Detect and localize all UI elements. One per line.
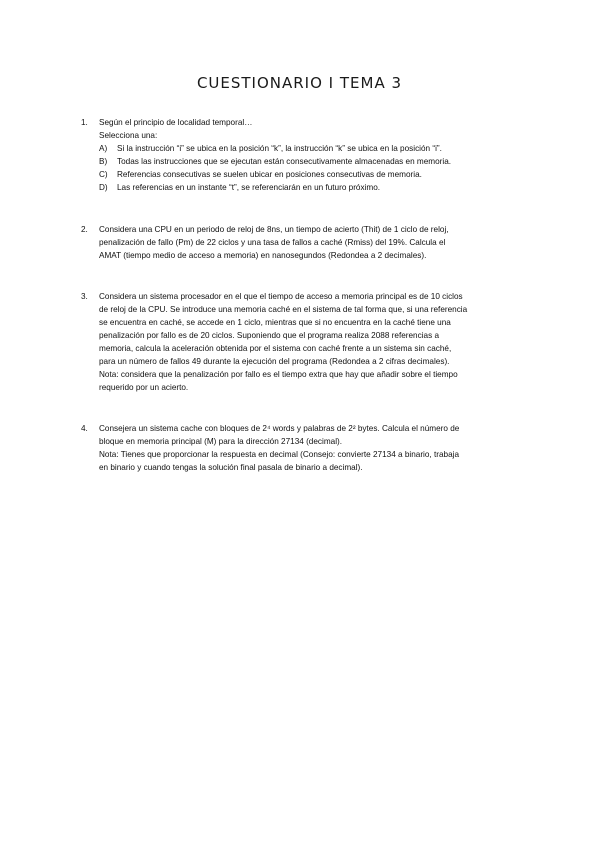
option-text: Si la instrucción “i” se ubica en la posición “k”, la instrucción “k” se ubica en la posición “i”.: [117, 144, 442, 153]
question-number: 3.: [81, 292, 88, 301]
question-number: 4.: [81, 424, 88, 433]
option-letter: B): [99, 157, 108, 166]
question-line: Considera una CPU en un periodo de reloj de 8ns, un tiempo de acierto (Thit) de 1 ciclo de reloj,: [99, 225, 449, 234]
question-note: Nota: considera que la penalización por fallo es el tiempo extra que hay que añadir sobre el tiempo: [99, 370, 458, 379]
question-line: AMAT (tiempo medio de acceso a memoria) en nanosegundos (Redondea a 2 decimales).: [99, 251, 427, 260]
question-line: memoria, calcula la aceleración obtenida por el sistema con caché frente a un sistema sin caché,: [99, 344, 452, 353]
question-line: penalización por fallo es de 20 ciclos. Suponiendo que el programa realiza 2088 referencias a: [99, 331, 439, 340]
question-instruction: Selecciona una:: [99, 131, 158, 140]
question-line: penalización de fallo (Pm) de 22 ciclos y una tasa de fallos a caché (Rmiss) del 19%. Calcula el: [99, 238, 446, 247]
document-title: CUESTIONARIO I TEMA 3: [196, 74, 403, 92]
question-body: [99, 290, 519, 394]
option-text: Referencias consecutivas se suelen ubicar en posiciones consecutivas de memoria.: [117, 170, 422, 179]
question-number: 2.: [81, 225, 88, 234]
option-b[interactable]: [99, 155, 519, 168]
question-line: de reloj de la CPU. Se introduce una memoria caché en el sistema de tal forma que, si una referencia: [99, 305, 468, 314]
question-line: Considera un sistema procesador en el que el tiempo de acceso a memoria principal es de 10 ciclos: [99, 292, 463, 301]
option-letter: A): [99, 144, 108, 153]
question-body: [99, 422, 519, 474]
option-d[interactable]: [99, 181, 519, 194]
question-number: 1.: [81, 118, 88, 127]
option-letter: D): [99, 183, 108, 192]
option-text: Todas las instrucciones que se ejecutan están consecutivamente almacenadas en memoria.: [117, 157, 452, 166]
question-line: para un número de fallos 49 durante la ejecución del programa (Redondea a 2 cifras decimales).: [99, 357, 450, 366]
question-line: Consejera un sistema cache con bloques de 2⁴ words y palabras de 2² bytes. Calcula el número de: [99, 424, 460, 433]
options-list: [99, 142, 519, 194]
option-letter: C): [99, 170, 108, 179]
question-body: [99, 116, 519, 194]
option-text: Las referencias en un instante “t”, se referenciarán en un futuro próximo.: [117, 183, 381, 192]
question-note: Nota: Tienes que proporcionar la respuesta en decimal (Consejo: convierte 27134 a binario, trabaja: [99, 450, 460, 459]
question-body: [99, 223, 519, 262]
question-note: requerido por un acierto.: [99, 383, 189, 392]
option-c[interactable]: [99, 168, 519, 181]
question-line: se encuentra en caché, se accede en 1 ciclo, mientras que si no encuentra en la caché tiene una: [99, 318, 451, 327]
question-note: en binario y cuando tengas la solución final pasala de binario a decimal).: [99, 463, 363, 472]
question-line: bloque en memoria principal (M) para la dirección 27134 (decimal).: [99, 437, 343, 446]
option-a[interactable]: [99, 142, 519, 155]
question-text: Según el principio de localidad temporal…: [99, 118, 253, 127]
